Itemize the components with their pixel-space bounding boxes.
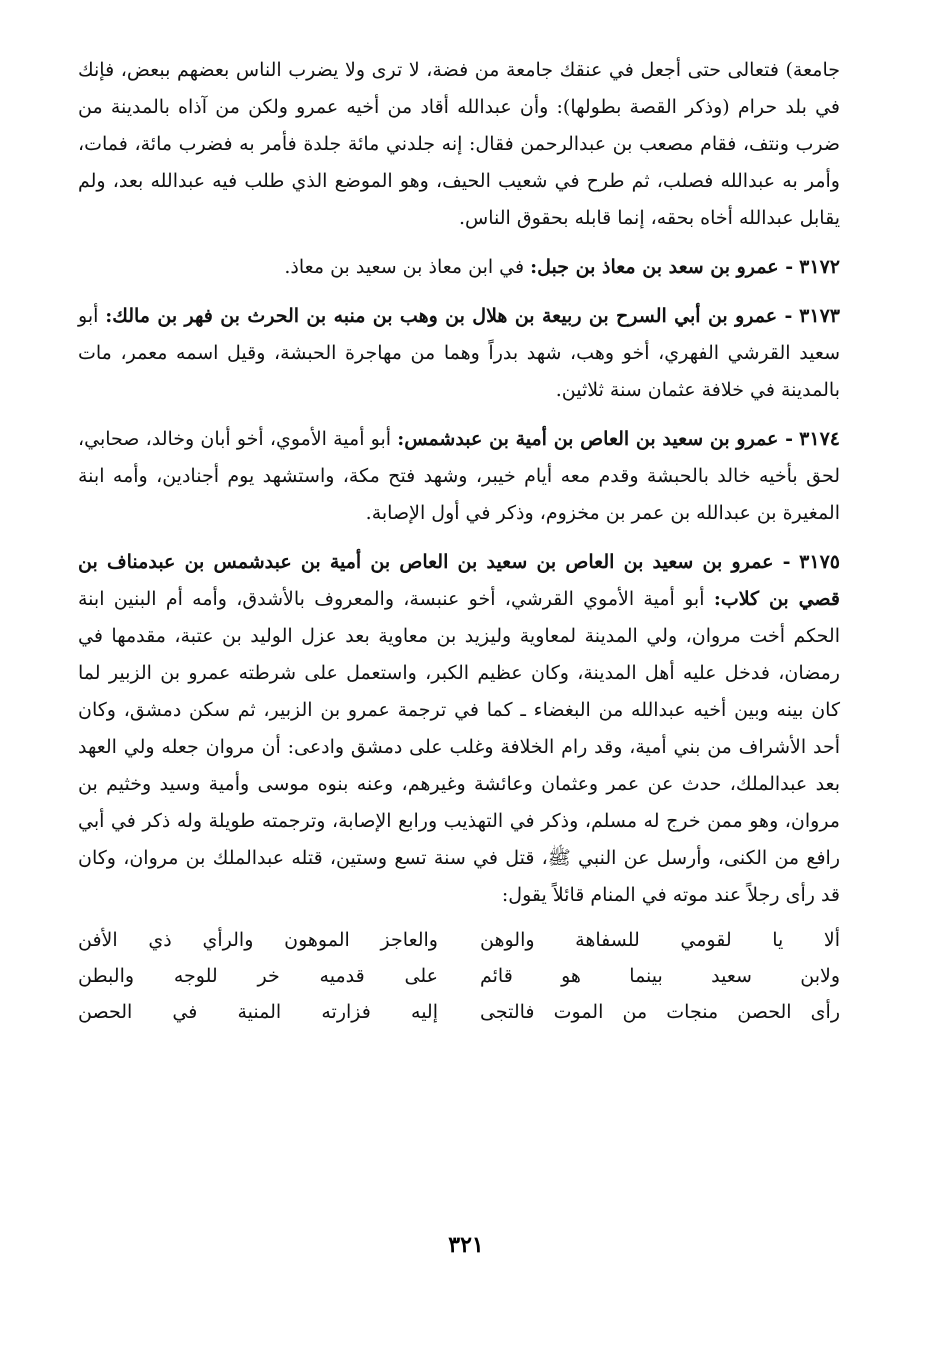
- poem-first-hemistichs: [480, 922, 840, 1030]
- verse-line: والعاجز الموهون والرأي ذي الأفن: [78, 929, 438, 951]
- entry-name: - عمرو بن سعد بن معاذ بن جبل:: [530, 256, 794, 278]
- verse-line: رأى الحصن منجات من الموت فالتجى: [480, 1001, 840, 1023]
- poem: [78, 922, 840, 1030]
- entry-number: ٣١٧٤: [799, 428, 840, 450]
- entry-3173: [78, 298, 840, 409]
- entry-3172: [78, 249, 840, 286]
- poem-second-hemistichs: [78, 922, 438, 1030]
- entry-body: أبو سعيد القرشي الفهري، أخو وهب، شهد بدراً وهما من مهاجرة الحبشة، وقيل اسمه معمر، مات بالمدينة في خلافة عثمان سنة ثلاثين.: [78, 305, 840, 401]
- page-body: [78, 52, 840, 1030]
- verse-line: على قدميه خر للوجه والبطن: [78, 965, 438, 987]
- entry-number: ٣١٧٥: [799, 551, 840, 573]
- verse-line: ألا يا لقومي للسفاهة والوهن: [480, 929, 840, 951]
- entry-name: - عمرو بن سعيد بن العاص بن سعيد بن العاص بن أمية بن عبدشمس بن عبدمناف بن قصي بن كلاب:: [78, 551, 840, 610]
- verse-line: إليه فزارته المنية في الحصن: [78, 1001, 438, 1023]
- entry-name: - عمرو بن أبي السرح بن ربيعة بن هلال بن وهب بن منبه بن الحرث بن فهر بن مالك:: [105, 305, 793, 327]
- entry-body: أبو أمية الأموي، أخو أبان وخالد، صحابي، لحق بأخيه خالد بالحبشة وقدم معه أيام خيبر، وشهد فتح مكة، واستشهد يوم أجنادين، وأمه ابنة المغيرة بن عبدالله بن عمر بن مخزوم، وذكر في أول الإصابة.: [78, 428, 840, 524]
- entry-3174: [78, 421, 840, 532]
- verse-line: ولابن سعيد بينما هو قائم: [480, 965, 840, 987]
- intro-paragraph: جامعة) فتعالى حتى أجعل في عنقك جامعة من فضة، لا ترى ولا يضرب الناس بعضهم ببعض، فإنك في بلد حرام (وذكر القصة بطولها): وأن عبدالله أقاد من أخيه عمرو ولكن من آذاه بالمدينة من ضرب ونتف، فقام مصعب بن عبدالرحمن فقال: إنه جلدني مائة جلدة فأمر به فضرب مائة، فمات، وأمر به عبدالله فصلب، ثم طرح في شعيب الحيف، وهو الموضع الذي طلب فيه عبدالله بعد، ولم يقابل عبدالله أخاه بحقه، إنما قابله بحقوق الناس.: [78, 59, 840, 229]
- entry-number: ٣١٧٢: [799, 256, 840, 278]
- entry-body: أبو أمية الأموي القرشي، أخو عنبسة، والمعروف بالأشدق، وأمه أم البنين ابنة الحكم أخت مروان، ولي المدينة لمعاوية وليزيد بن معاوية بعد عزل الوليد بن عتبة، مقدمها في رمضان، فدخل عليه أهل المدينة، وكان عظيم الكبر، واستعمل على شرطته عمرو بن الزبير لما كان بينه وبين أخيه عبدالله من البغضاء ـ كما في ترجمة عمرو بن الزبير، ثم سكن دمشق، وكان أحد الأشراف من بني أمية، وقد رام الخلافة وغلب على دمشق وادعى: أن مروان جعله ولي العهد بعد عبدالملك، حدث عن عمر وعثمان وعائشة وغيرهم، وعنه بنوه موسى وأمية وسيد وخثيم بن مروان، وهو ممن خرج له مسلم، وذكر في التهذيب ورابع الإصابة، وترجمته طويلة وله ذكر في أبي رافع من الكنى، وأرسل عن النبي ﷺ، قتل في سنة تسع وستين، قتله عبدالملك بن مروان، وكان قد رأى رجلاً عند موته في المنام قائلاً يقول:: [78, 588, 840, 906]
- entry-body: في ابن معاذ بن سعيد بن معاذ.: [284, 256, 525, 278]
- entry-number: ٣١٧٣: [799, 305, 840, 327]
- entry-name: - عمرو بن سعيد بن العاص بن أمية بن عبدشمس:: [397, 428, 793, 450]
- page-number: ٣٢١: [448, 1232, 484, 1258]
- entry-3175: [78, 544, 840, 914]
